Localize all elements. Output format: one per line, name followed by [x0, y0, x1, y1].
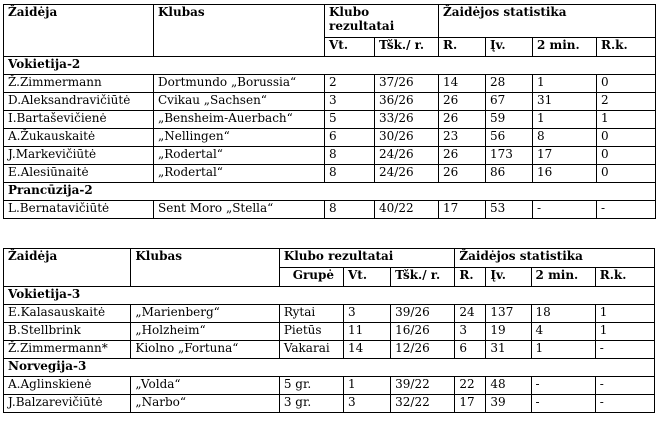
header-2-min: 2 min.	[533, 38, 597, 57]
header-points-per-round: Tšk./ r.	[391, 268, 455, 287]
section-row	[4, 287, 655, 305]
table-cell: -	[595, 341, 654, 359]
section-title: Norvegija-3	[4, 359, 655, 377]
table-cell: 1	[595, 323, 654, 341]
table-cell: „Holzheim“	[131, 323, 279, 341]
table-row	[4, 147, 656, 165]
table-cell: 39/22	[391, 377, 455, 395]
table-cell: 6	[455, 341, 486, 359]
table-cell: 1	[533, 75, 597, 93]
table-cell: 0	[597, 165, 656, 183]
table-cell: B.Stellbrink	[4, 323, 131, 341]
table-cell: Sent Moro „Stella“	[154, 201, 325, 219]
table-cell: J.Balzarevičiūtė	[4, 395, 131, 413]
table-cell: 137	[486, 305, 531, 323]
table-cell: 24/26	[375, 147, 439, 165]
header-r: R.	[455, 268, 486, 287]
table-cell: 1	[533, 111, 597, 129]
table-cell: 5 gr.	[279, 377, 343, 395]
table-cell: 26	[439, 93, 486, 111]
table-header-row	[4, 5, 656, 38]
table-cell: 26	[439, 147, 486, 165]
table-cell: 24	[455, 305, 486, 323]
table-row	[4, 201, 656, 219]
table-cell: 23	[439, 129, 486, 147]
table-cell: 11	[344, 323, 391, 341]
table-row	[4, 75, 656, 93]
table-cell: 3	[344, 395, 391, 413]
header-rk: R.k.	[597, 38, 656, 57]
table-cell: 39	[486, 395, 531, 413]
header-player-stats: Žaidėjos statistika	[455, 249, 655, 268]
table-cell: 4	[531, 323, 595, 341]
table-cell: 8	[325, 147, 375, 165]
table-cell: Cvikau „Sachsen“	[154, 93, 325, 111]
table-cell: 16	[533, 165, 597, 183]
section-title: Vokietija-2	[4, 57, 656, 75]
table-cell: „Volda“	[131, 377, 279, 395]
player-stats-table-1	[3, 4, 656, 219]
table-cell: „Narbo“	[131, 395, 279, 413]
table-cell: -	[531, 395, 595, 413]
table-cell: 16/26	[391, 323, 455, 341]
table-cell: 14	[344, 341, 391, 359]
section-row	[4, 57, 656, 75]
table-cell: E.Kalasauskaitė	[4, 305, 131, 323]
table-cell: 53	[486, 201, 533, 219]
table-row	[4, 111, 656, 129]
table-cell: 30/26	[375, 129, 439, 147]
table-row	[4, 305, 655, 323]
table-cell: 1	[595, 305, 654, 323]
section-row	[4, 359, 655, 377]
header-club-results: Klubo rezultatai	[279, 249, 455, 268]
table-cell: „Marienberg“	[131, 305, 279, 323]
table-row	[4, 93, 656, 111]
table-cell: Ž.Zimmermann*	[4, 341, 131, 359]
table-cell: 6	[325, 129, 375, 147]
table-row	[4, 323, 655, 341]
header-player-stats: Žaidėjos statistika	[439, 5, 656, 38]
table-cell: 2	[325, 75, 375, 93]
table-cell: 59	[486, 111, 533, 129]
table-cell: Ž.Zimmermann	[4, 75, 154, 93]
table-cell: -	[597, 201, 656, 219]
header-group: Grupė	[279, 268, 343, 287]
table-cell: 48	[486, 377, 531, 395]
header-r: R.	[439, 38, 486, 57]
section-title: Vokietija-3	[4, 287, 655, 305]
table-row	[4, 129, 656, 147]
table-cell: 33/26	[375, 111, 439, 129]
header-player: Žaidėja	[4, 5, 154, 57]
table-cell: J.Markevičiūtė	[4, 147, 154, 165]
table-cell: 2	[597, 93, 656, 111]
table-cell: 8	[533, 129, 597, 147]
table-cell: 0	[597, 129, 656, 147]
header-vt: Vt.	[325, 38, 375, 57]
header-iv: Įv.	[486, 268, 531, 287]
table-cell: 1	[344, 377, 391, 395]
table-cell: „Nellingen“	[154, 129, 325, 147]
table-cell: 26	[439, 165, 486, 183]
table-cell: 32/22	[391, 395, 455, 413]
table-cell: E.Alesiūnaitė	[4, 165, 154, 183]
table-cell: Vakarai	[279, 341, 343, 359]
table-row	[4, 165, 656, 183]
table-cell: 12/26	[391, 341, 455, 359]
section-title: Prancūzija-2	[4, 183, 656, 201]
table-cell: „Rodertal“	[154, 165, 325, 183]
table-cell: 56	[486, 129, 533, 147]
table-cell: -	[533, 201, 597, 219]
table-cell: D.Aleksandravičiūtė	[4, 93, 154, 111]
header-vt: Vt.	[344, 268, 391, 287]
table-cell: 37/26	[375, 75, 439, 93]
table-cell: L.Bernatavičiūtė	[4, 201, 154, 219]
table-cell: 3	[325, 93, 375, 111]
table-row	[4, 377, 655, 395]
table-cell: -	[595, 395, 654, 413]
table-cell: 24/26	[375, 165, 439, 183]
table-cell: 5	[325, 111, 375, 129]
table-cell: 19	[486, 323, 531, 341]
header-club-results	[325, 5, 439, 38]
table-cell: „Rodertal“	[154, 147, 325, 165]
table-cell: 3	[455, 323, 486, 341]
table-cell: 22	[455, 377, 486, 395]
header-iv: Įv.	[486, 38, 533, 57]
header-points-per-round: Tšk./ r.	[375, 38, 439, 57]
table-cell: 8	[325, 201, 375, 219]
header-club: Klubas	[131, 249, 279, 287]
table-cell: 8	[325, 165, 375, 183]
table-cell: 40/22	[375, 201, 439, 219]
table-cell: 17	[455, 395, 486, 413]
table-cell: 67	[486, 93, 533, 111]
player-stats-table-2	[3, 248, 655, 413]
table-header-row	[4, 249, 655, 268]
table-cell: 28	[486, 75, 533, 93]
table-cell: 31	[486, 341, 531, 359]
table-cell: „Bensheim-Auerbach“	[154, 111, 325, 129]
header-club: Klubas	[154, 5, 325, 57]
table-cell: 36/26	[375, 93, 439, 111]
table-cell: Rytai	[279, 305, 343, 323]
table-cell: 1	[531, 341, 595, 359]
table-cell: -	[531, 377, 595, 395]
table-cell: 31	[533, 93, 597, 111]
section-row	[4, 183, 656, 201]
table-cell: 17	[533, 147, 597, 165]
table-cell: A.Aglinskienė	[4, 377, 131, 395]
table-row	[4, 341, 655, 359]
table-cell: Dortmundo „Borussia“	[154, 75, 325, 93]
table-cell: Kiolno „Fortuna“	[131, 341, 279, 359]
header-club-results-text: Klubo rezultatai	[329, 5, 395, 33]
table-cell: 26	[439, 111, 486, 129]
table-cell: I.Bartaševičienė	[4, 111, 154, 129]
table-cell: 0	[597, 75, 656, 93]
table-cell: 1	[597, 111, 656, 129]
table-cell: -	[595, 377, 654, 395]
table-cell: 14	[439, 75, 486, 93]
table-cell: 86	[486, 165, 533, 183]
table-cell: 18	[531, 305, 595, 323]
table-cell: 0	[597, 147, 656, 165]
header-rk: R.k.	[595, 268, 654, 287]
table-cell: 173	[486, 147, 533, 165]
header-player: Žaidėja	[4, 249, 131, 287]
table-cell: 39/26	[391, 305, 455, 323]
table-cell: 3 gr.	[279, 395, 343, 413]
table-cell: 17	[439, 201, 486, 219]
header-2-min: 2 min.	[531, 268, 595, 287]
table-cell: A.Žukauskaitė	[4, 129, 154, 147]
table-row	[4, 395, 655, 413]
table-cell: 3	[344, 305, 391, 323]
table-cell: Pietūs	[279, 323, 343, 341]
